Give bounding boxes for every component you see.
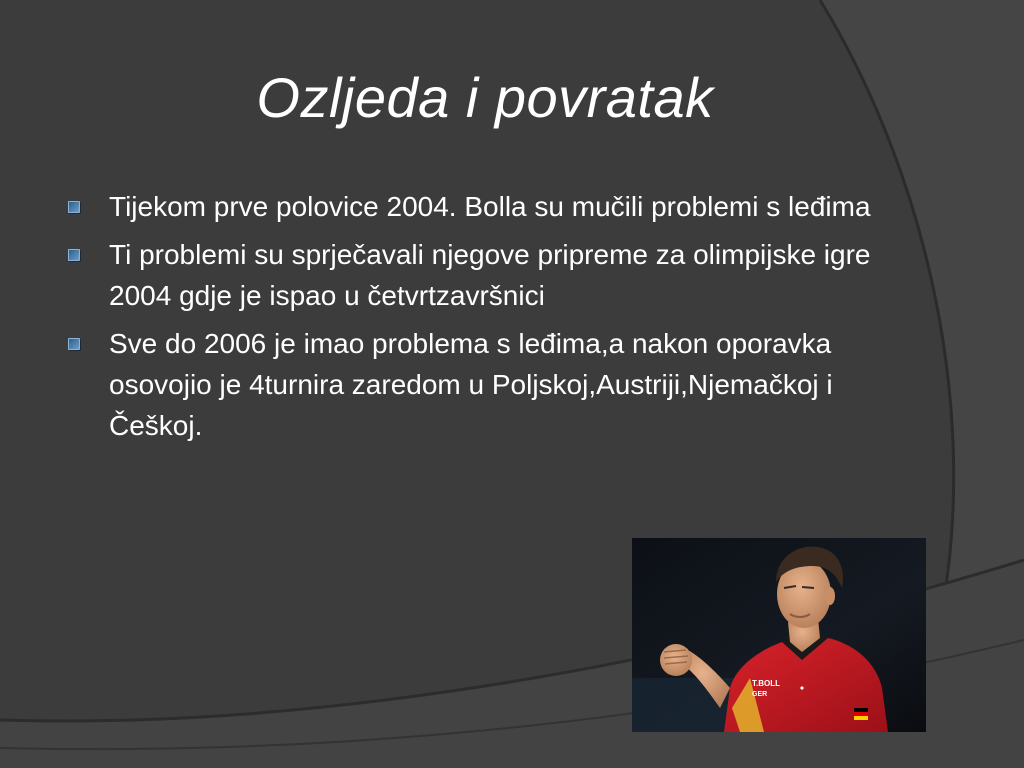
bullet-item [64, 323, 884, 446]
jersey-name-text: T.BOLL [752, 679, 780, 688]
bullet-item [64, 186, 884, 227]
jersey-country-text: GER [752, 691, 768, 698]
bullet-text: Sve do 2006 je imao problema s leđima,a nakon oporavka osovojio je 4turnira zaredom u Poljskoj,Austriji,Njemačkoj i Češkoj. [109, 328, 833, 441]
bullet-text: Tijekom prve polovice 2004. Bolla su mučili problemi s leđima [109, 191, 871, 222]
square-bullet-icon [68, 249, 80, 261]
square-bullet-icon [68, 201, 80, 213]
square-bullet-icon [68, 338, 80, 350]
player-photo [632, 538, 926, 732]
bullet-text: Ti problemi su sprječavali njegove pripreme za olimpijske igre 2004 gdje je ispao u četvrtzavršnici [109, 239, 871, 311]
bullet-list [64, 186, 884, 453]
bullet-item [64, 234, 884, 316]
slide-title: Ozljeda i povratak [256, 66, 714, 129]
